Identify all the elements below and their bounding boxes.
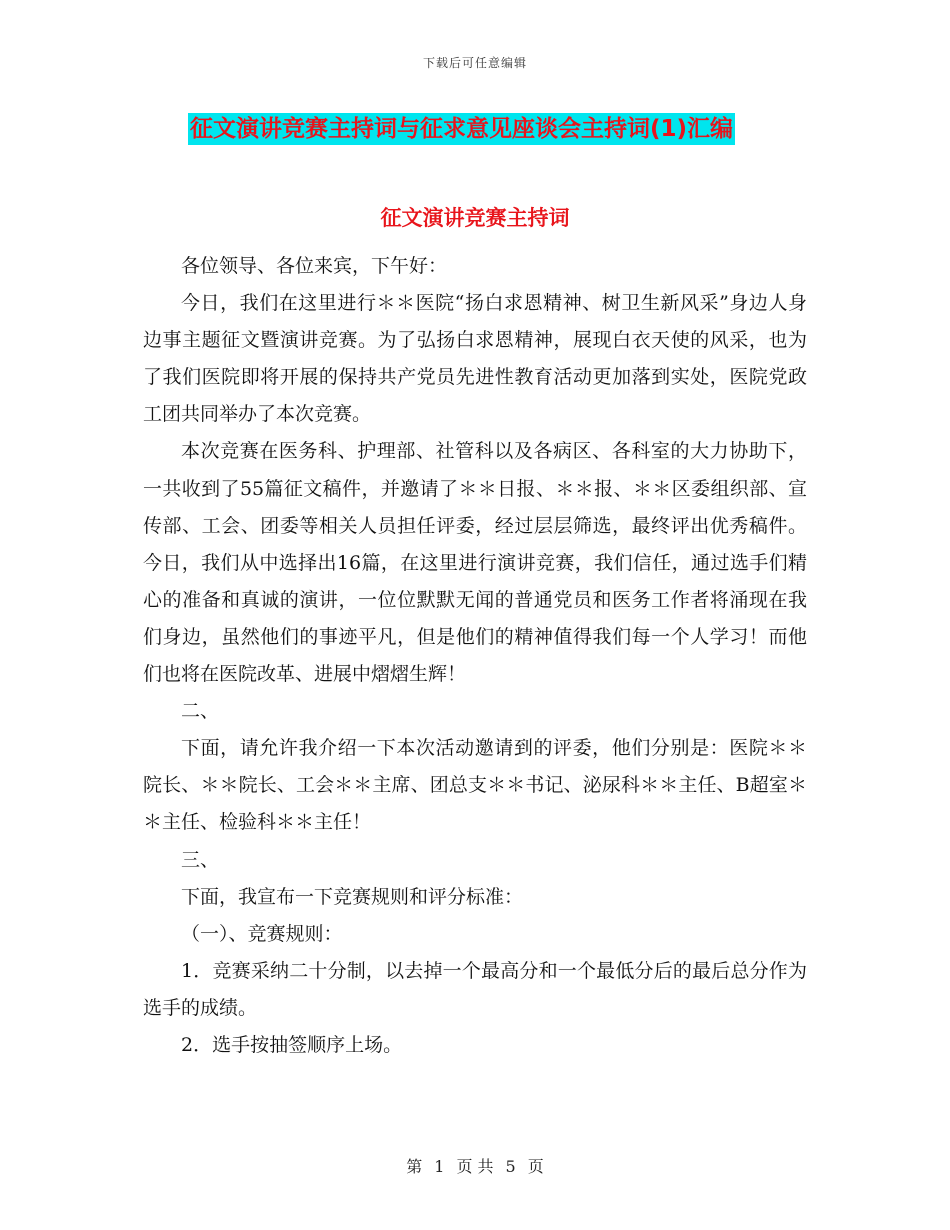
document-body (143, 248, 807, 1064)
header-note: 下载后可任意编辑 (422, 56, 527, 70)
document-title: 征文演讲竞赛主持词与征求意见座谈会主持词(1)汇编 (188, 113, 735, 145)
total-pages: 5 (505, 1157, 516, 1176)
paragraph-rules-intro: 下面，我宣布一下竞赛规则和评分标准： (181, 885, 524, 908)
section-marker-three: 三、 (181, 848, 220, 871)
section-marker-two: 二、 (181, 700, 220, 723)
footer-mid: 页 共 (456, 1157, 494, 1176)
paragraph-judges: 下面，请允许我介绍一下本次活动邀请到的评委，他们分别是：医院＊＊院长、＊＊院长、工会＊＊主席、团总支＊＊书记、泌尿科＊＊主任、B超室＊＊主任、检验科＊＊主任！ (143, 737, 807, 834)
section-title: 征文演讲竞赛主持词 (380, 206, 570, 230)
paragraph-rule-two: 2．选手按抽签顺序上场。 (181, 1033, 403, 1056)
footer-suffix: 页 (527, 1157, 544, 1176)
footer-prefix: 第 (406, 1157, 423, 1176)
page-number: 1 (434, 1157, 445, 1176)
paragraph-contest: 本次竞赛在医务科、护理部、社管科以及各病区、各科室的大力协助下，一共收到了55篇征文稿件，并邀请了＊＊日报、＊＊报、＊＊区委组织部、宣传部、工会、团委等相关人员担任评委，经过层层筛选，最终评出优秀稿件。今日，我们从中选择出16篇，在这里进行演讲竞赛，我们信任，通过选手们精心的准备和真诚的演讲，一位位默默无闻的普通党员和医务工作者将涌现在我们身边，虽然他们的事迹平凡，但是他们的精神值得我们每一个人学习！而他们也将在医院改革、进展中熠熠生辉！ (143, 440, 807, 686)
paragraph-rule-one: 1．竞赛采纳二十分制，以去掉一个最高分和一个最低分后的最后总分作为选手的成绩。 (143, 959, 807, 1019)
paragraph-intro: 今日，我们在这里进行＊＊医院“扬白求恩精神、树卫生新风采”身边人身边事主题征文暨演讲竞赛。为了弘扬白求恩精神，展现白衣天使的风采，也为了我们医院即将开展的保持共产党员先进性教育活动更加落到实处，医院党政工团共同举办了本次竞赛。 (143, 292, 807, 426)
paragraph-greeting: 各位领导、各位来宾，下午好： (181, 255, 448, 277)
page-footer (0, 1154, 950, 1177)
paragraph-rules-heading: （一）、竞赛规则： (181, 922, 343, 945)
